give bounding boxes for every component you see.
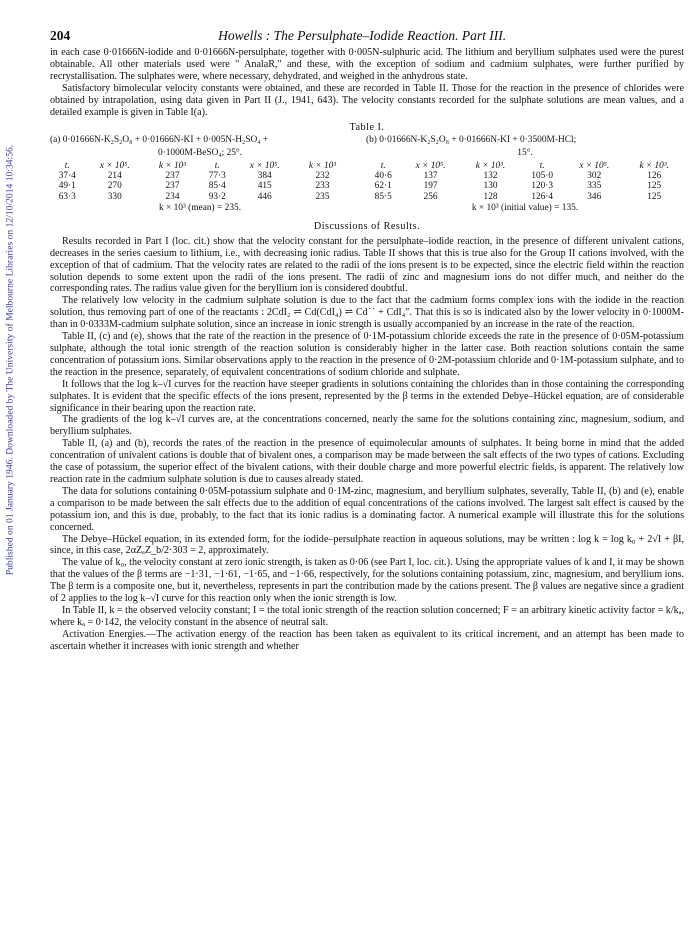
body-paragraph: The data for solutions containing 0·05M-potassium sulphate and 0·1M-zinc, magnesium, and beryllium sulphates, severally, Table II, (b) and (e), enable a comparison to be made between the salt effects due to the addition of equal concentrations of the cations involved. The largest salt effect is caused by the potassium ion, and this is due, probably, to the fact that its ionic radius is a dominating factor. A numerical example will illustrate this for the solutions concerned.	[50, 485, 684, 533]
table-cell: 233	[315, 181, 330, 192]
table-cell: 270	[107, 181, 122, 192]
table-cell: 384	[257, 171, 272, 182]
table-cell: 125	[647, 181, 662, 192]
table-1b	[366, 135, 684, 213]
table-cell: 77·3	[208, 171, 226, 182]
table-1b-header-row	[366, 161, 684, 171]
table-cell: 256	[423, 191, 438, 202]
table-header-cell: k × 10³.	[639, 160, 669, 171]
body-paragraph: The value of k₀, the velocity constant at zero ionic strength, is taken as 0·06 (see Part I, loc. cit.). Using the appropriate values of k and I, it may be shown that the values of the β terms are −1·31, −1·61, −1·65, and −1·66, respectively, for the solutions containing potassium, zinc, magnesium, and beryllium ions. The β term is a composite one, but it, nevertheless, represents in part the contribution made by the cations present. The β values are negative since a gradient of 2 applies to the log k–√I curve for this reaction only when the ionic strength is low.	[50, 557, 684, 605]
body-paragraph: Table II, (c) and (e), shows that the rate of the reaction in the presence of 0·1M-potassium chloride exceeds the rate in the presence of 0·05M-potassium sulphate, although the total ionic strength of the reaction solution is considerably higher in the latter case. Both reaction solutions contain the same concentration of potassium ions. Similar observations apply to the reaction in the presence of 0·2M-potassium chloride and 0·1M-potassium sulphate, and to the reaction in the presence, separately, of equivalent concentrations of sodium chloride and sulphate.	[50, 331, 684, 378]
table-cell: 132	[483, 171, 498, 182]
table-cell: 446	[257, 191, 272, 202]
table-1a-caption-line1: (a) 0·01666N-K₂S₂O₈ + 0·01666N-KI + 0·005N-H₂SO₄ +	[50, 135, 269, 146]
table-row	[366, 171, 684, 181]
table-cell: 62·1	[374, 181, 392, 192]
table-cell: 128	[483, 191, 498, 202]
table-cell: 63·3	[58, 191, 76, 202]
table-cell: 120·3	[531, 181, 554, 192]
table-1a-footer: k × 10³ (mean) = 235.	[158, 203, 242, 214]
table-header-cell: t.	[214, 160, 220, 171]
table-cell: 415	[257, 181, 272, 192]
intro-paragraph-1: in each case 0·01666N-iodide and 0·01666N-persulphate, together with 0·005N-sulphuric acid. The lithium and beryllium sulphates used were the purest obtainable. All other materials used were " AnalaR," and these, with the exception of sodium and cadmium sulphates, were further purified by recrystallisation. The sulphates were, where necessary, dehydrated, and weighed in the anhydrous state.	[50, 47, 684, 82]
table-cell: 40·6	[374, 171, 392, 182]
table-1b-caption-line1: (b) 0·01666N-K₂S₂O₈ + 0·01666N-KI + 0·3500M-HCl;	[366, 135, 577, 146]
table-cell: 302	[587, 171, 602, 182]
table-row	[50, 181, 350, 191]
table-cell: 335	[587, 181, 602, 192]
table-cell: 346	[587, 191, 602, 202]
table-cell: 137	[423, 171, 438, 182]
table-cell: 232	[315, 171, 330, 182]
page-number: 204	[50, 28, 71, 43]
table-cell: 85·5	[374, 191, 392, 202]
body-paragraph: The Debye–Hückel equation, in its extended form, for the iodide–persulphate reaction in aqueous solutions, may be written : log k = log k₀ + 2√I + βI, since, in this case, 2αZₐZ_b/2·303 = 2, approximately.	[50, 533, 684, 557]
table-cell: 105·0	[531, 171, 554, 182]
body-paragraph: In Table II, k = the observed velocity constant; I = the total ionic strength of the reaction solution concerned; F = an arbitrary kinetic activity factor = k/kₐ, where kₐ = 0·142, the velocity constant in the absence of neutral salt.	[50, 604, 684, 628]
body-paragraph: Activation Energies.—The activation energy of the reaction has been taken as equivalent to its critical increment, and an attempt has been made to ascertain whether it increases with ionic strength and whether	[50, 628, 684, 652]
table-header-cell: k × 10³	[158, 160, 187, 171]
table-header-cell: k × 10³	[308, 160, 337, 171]
table-row	[366, 181, 684, 191]
running-title: Howells : The Persulphate–Iodide Reaction. Part III.	[218, 28, 507, 43]
table-header-cell: x × 10⁵.	[415, 160, 446, 171]
table-1b-grid	[366, 161, 684, 203]
table-cell: 126	[647, 171, 662, 182]
journal-page	[50, 28, 684, 653]
table-cell: 214	[107, 171, 122, 182]
table-cell: 235	[315, 191, 330, 202]
table-header-cell: t.	[539, 160, 545, 171]
table-cell: 330	[107, 191, 122, 202]
body-paragraph: The gradients of the log k–√I curves are, at the concentrations concerned, nearly the same for the solutions containing zinc, magnesium, sodium, and beryllium sulphates.	[50, 414, 684, 438]
table-cell: 37·4	[58, 171, 76, 182]
table-1b-footer: k × 10³ (initial value) = 135.	[471, 203, 579, 214]
table-row	[366, 192, 684, 202]
table-1a-header-row	[50, 161, 350, 171]
table-cell: 126·4	[531, 191, 554, 202]
table-header-cell: k × 10³.	[475, 160, 506, 171]
download-watermark	[4, 60, 16, 660]
table-1b-caption-line2: 15°.	[517, 148, 533, 159]
table-cell: 93·2	[208, 191, 226, 202]
section-heading: Discussions of Results.	[313, 220, 421, 232]
table-cell: 49·1	[58, 181, 76, 192]
table-row	[50, 171, 350, 181]
page-header	[50, 28, 684, 44]
table-cell: 197	[423, 181, 438, 192]
table-header-cell: x × 10⁵.	[249, 160, 280, 171]
table-1	[50, 135, 684, 213]
table-cell: 125	[647, 191, 662, 202]
table-1a-caption-line2: 0·1000M-BeSO₄; 25°.	[157, 148, 243, 159]
table-header-cell: t.	[380, 160, 386, 171]
download-watermark-text: Published on 01 January 1946. Downloaded by The University of Melbourne Libraries on 12/10/2014 10:34:56.	[4, 144, 16, 576]
table-1a-grid	[50, 161, 350, 203]
body-paragraph: Table II, (a) and (b), records the rates of the reaction in the presence of equimolecular amounts of sulphates. It being borne in mind that the added concentration of univalent cations is double that of bivalent ones, a comparison may be made between the salt effects of the two types of cations. Excluding the case of potassium, the superior effect of the bivalent cations, with their double charge and more powerful electric fields, is apparent. The relatively low reaction rate in the cadmium sulphate solution is due to causes already stated.	[50, 438, 684, 485]
table-cell: 237	[165, 171, 180, 182]
body-paragraph: Results recorded in Part I (loc. cit.) show that the velocity constant for the persulphate–iodide reaction, in the presence of different univalent cations, decreases in the series caesium to lithium, i.e., with decreasing ionic radius. Table II shows that this is true also for the Group II cations involved, with the exception of that of cadmium. That the velocity rates are related to the radii of the ions present is to be expected, since the electric field within the reaction solution depends to some extent upon the radii of the ions present. The radii of zinc and magnesium ions do not differ much, and neither do the corresponding rates. The radius value given for the beryllium ion is considered doubtful.	[50, 235, 684, 295]
table-row	[50, 192, 350, 202]
table-cell: 130	[483, 181, 498, 192]
intro-paragraph-2: Satisfactory bimolecular velocity constants were obtained, and these are recorded in Table II. Those for the reaction in the presence of chlorides were obtained by intrapolation, using data given in Part II (J., 1941, 643). The velocity constants recorded for the sulphate solutions are mean values, and a detailed example is given in Table I(a).	[50, 82, 684, 118]
table-header-cell: t.	[64, 160, 70, 171]
table-header-cell: x × 10⁵.	[99, 160, 130, 171]
table-cell: 85·4	[208, 181, 226, 192]
table-1a	[50, 135, 350, 213]
body-paragraph: The relatively low velocity in the cadmium sulphate solution is due to the fact that the cadmium forms complex ions with the iodide in the reaction solution, thus removing part of one of the reactants : 2CdI₂ ⇌ Cd(CdI₄) ⇌ Cd˙˙ + CdI₄″. That this is so is indicated also by the lower velocity in 0·1000M- than in 0·0333M-cadmium sulphate solution, since an increase in ionic strength is usually accompanied by an increase in the rate of the reaction.	[50, 295, 684, 331]
table-cell: 237	[165, 181, 180, 192]
table-1-caption: Table I.	[349, 122, 385, 134]
table-cell: 234	[165, 191, 180, 202]
table-header-cell: x × 10⁵.	[579, 160, 610, 171]
body-paragraph: It follows that the log k–√I curves for the reaction have steeper gradients in solutions containing the chlorides than in those containing the corresponding sulphates. It is evident that the specific effects of the ions present, represented by the β terms in the extended Debye–Hückel equation, are of considerable significance in their bearing upon the reaction rate.	[50, 378, 684, 414]
